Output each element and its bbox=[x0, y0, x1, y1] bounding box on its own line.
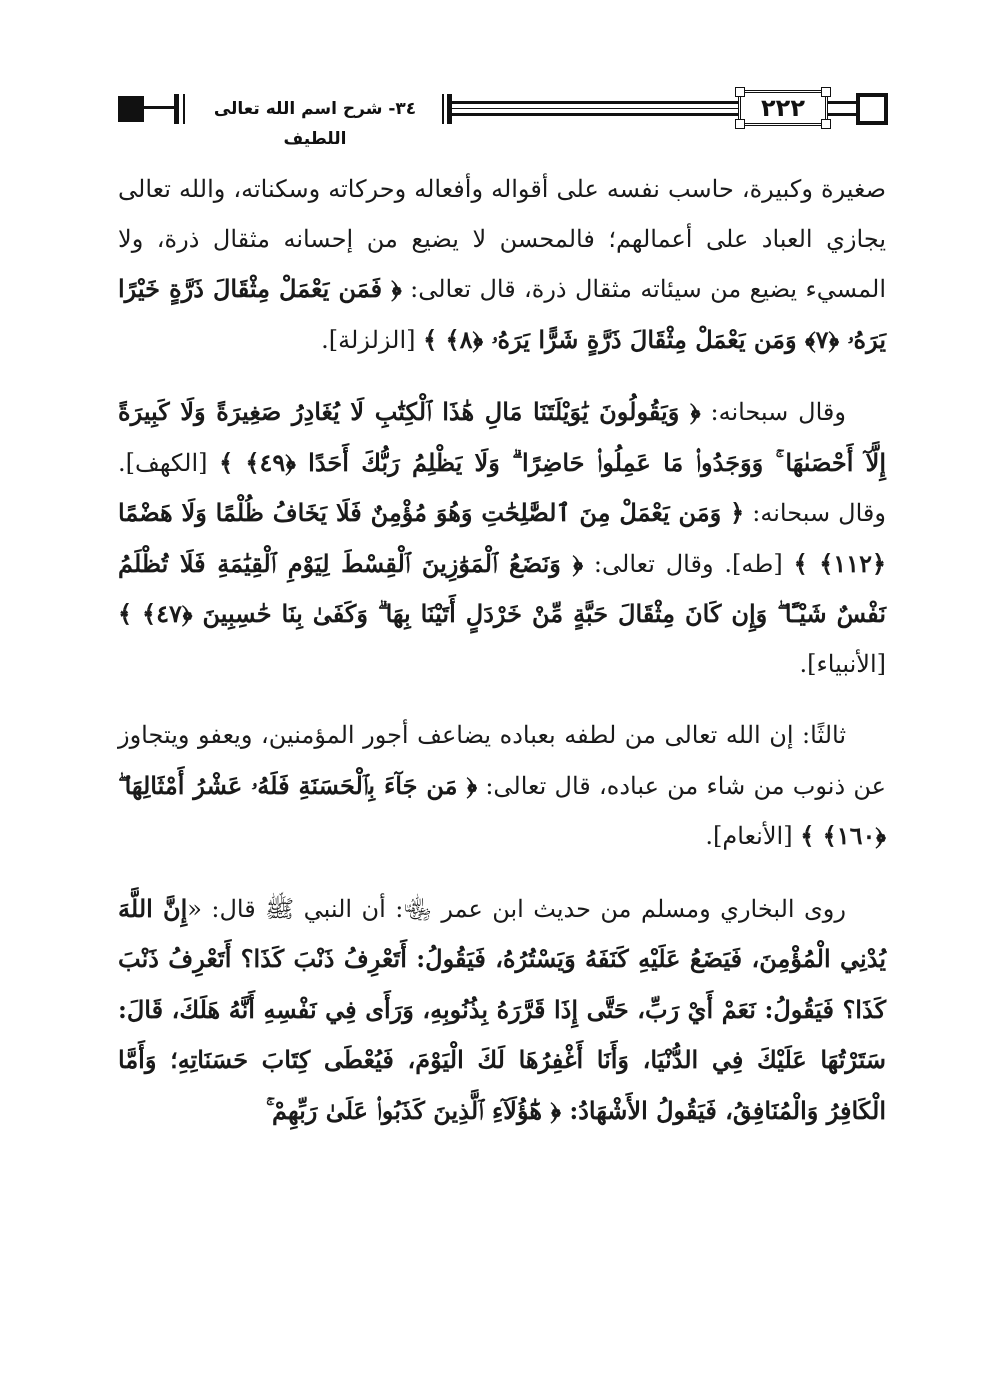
paragraph-text: ثالثًا: إن الله تعالى من لطفه بعباده يضاعف أجور المؤمنين، ويعفو ويتجاوز عن ذنوب من شاء من عباده، قال تعالى: bbox=[118, 721, 886, 800]
page-number-frame bbox=[738, 90, 828, 126]
header-bar-ornament bbox=[183, 94, 185, 124]
paragraph-text: صغيرة وكبيرة، حاسب نفسه على أقواله وأفعاله وحركاته وسكناته، والله تعالى يجازي العباد على أعمالهم؛ فالمحسن لا يضيع من إحسانه مثقال ذرة، ولا المسيء يضيع من سيئاته مثقال ذرة، قال تعالى: bbox=[118, 175, 887, 303]
header-rule bbox=[144, 106, 174, 109]
paragraph-1 bbox=[118, 165, 886, 365]
frame-corner-ornament bbox=[735, 119, 745, 129]
page-number: ٢٢٢ bbox=[761, 94, 805, 122]
page-body bbox=[118, 165, 886, 1158]
paragraph-2 bbox=[118, 387, 886, 689]
surah-reference: [طه]. bbox=[724, 549, 794, 578]
quran-verse: ﴿ مَن جَآءَ بِٱلْحَسَنَةِ فَلَهُۥ عَشْرُ أَمْثَالِهَا ۖ ﴿١٦٠﴾ ﴾ bbox=[118, 770, 886, 850]
quran-verse: ﴿ وَيَقُولُونَ يَٰوَيْلَتَنَا مَالِ هَٰذَا ٱلْكِتَٰبِ لَا يُغَادِرُ صَغِيرَةً وَلَا كَبِيرَةً إِلَّآ أَحْصَىٰهَا ۚ وَوَجَدُوا۟ مَا عَمِلُوا۟ حَاضِرًا ۗ وَلَا يَظْلِمُ رَبُّكَ أَحَدًا ﴿٤٩﴾ ﴾ bbox=[118, 397, 886, 477]
hadith-text: إِنَّ اللَّهَ يُدْنِي الْمُؤْمِنَ، فَيَضَعُ عَلَيْهِ كَنَفَهُ وَيَسْتُرُهُ، فَيَقُولُ: أَتَعْرِفُ ذَنْبَ كَذَا؟ أَتَعْرِفُ ذَنْبَ كَذَا؟ فَيَقُولُ: نَعَمْ أَيْ رَبِّ، حَتَّى إِذَا قَرَّرَهُ بِذُنُوبِهِ، وَرَأَى فِي نَفْسِهِ أَنَّهُ هَلَكَ، قَالَ: سَتَرْتُهَا عَلَيْكَ فِي الدُّنْيَا، وَأَنَا أَغْفِرُهَا لَكَ الْيَوْمَ، فَيُعْطَى كِتَابَ حَسَنَاتِهِ؛ وَأَمَّا الْكَافِرُ وَالْمُنَافِقُ، فَيَقُولُ الأَشْهَادُ: bbox=[118, 893, 886, 1125]
paragraph-text: وقال تعالى: bbox=[583, 549, 725, 578]
quran-verse: ﴿ وَمَن يَعْمَلْ مِنَ ٱلصَّٰلِحَٰتِ وَهُوَ مُؤْمِنٌ فَلَا يَخَافُ ظُلْمًا وَلَا هَضْمًا ﴿١١٢﴾ ﴾ bbox=[118, 498, 887, 578]
header-bar-ornament bbox=[447, 94, 452, 124]
quran-verse: ﴿ فَمَن يَعْمَلْ مِثْقَالَ ذَرَّةٍ خَيْرًا يَرَهُۥ ﴿٧﴾ وَمَن يَعْمَلْ مِثْقَالَ ذَرَّةٍ شَرًّا يَرَهُۥ ﴿٨﴾ ﴾ bbox=[118, 274, 886, 354]
paragraph-text: روى البخاري ومسلم من حديث ابن عمر ﵄: أن النبي ﷺ قال: « bbox=[187, 894, 846, 923]
header-hollow-square-ornament bbox=[856, 93, 888, 125]
header-rule bbox=[452, 113, 738, 116]
header-black-square-ornament bbox=[118, 96, 144, 122]
paragraph-4 bbox=[118, 884, 886, 1137]
frame-corner-ornament bbox=[821, 87, 831, 97]
chapter-title: ٣٤- شرح اسم الله تعالى اللطيف bbox=[213, 99, 417, 149]
paragraph-text: وقال سبحانه: bbox=[700, 398, 846, 426]
quran-verse: ﴿ وَنَضَعُ ٱلْمَوَٰزِينَ ٱلْقِسْطَ لِيَوْمِ ٱلْقِيَٰمَةِ فَلَا تُظْلَمُ نَفْسٌ شَيْـًٔا ۖ وَإِن كَانَ مِثْقَالَ حَبَّةٍ مِّنْ خَرْدَلٍ أَتَيْنَا بِهَا ۗ وَكَفَىٰ بِنَا حَٰسِبِينَ ﴿٤٧﴾ ﴾ bbox=[118, 548, 886, 628]
header-bar-ornament bbox=[442, 94, 444, 124]
header-rule bbox=[828, 113, 858, 116]
paragraph-text: وقال سبحانه: bbox=[744, 499, 886, 527]
quran-verse: ﴿ هَٰٓؤُلَآءِ ٱلَّذِينَ كَذَبُوا۟ عَلَىٰ رَبِّهِمْ ۚ bbox=[266, 1095, 561, 1125]
header-rule bbox=[828, 101, 858, 104]
frame-corner-ornament bbox=[821, 119, 831, 129]
page-header bbox=[118, 88, 888, 149]
header-bar-ornament bbox=[174, 94, 179, 124]
surah-reference: [الأنبياء]. bbox=[799, 649, 886, 678]
frame-corner-ornament bbox=[735, 87, 745, 97]
header-rule bbox=[452, 108, 738, 109]
header-rule bbox=[452, 101, 738, 104]
paragraph-3 bbox=[118, 711, 886, 862]
surah-reference: [الزلزلة]. bbox=[321, 325, 424, 354]
surah-reference: [الكهف]. bbox=[118, 448, 220, 477]
surah-reference: [الأنعام]. bbox=[705, 822, 801, 850]
